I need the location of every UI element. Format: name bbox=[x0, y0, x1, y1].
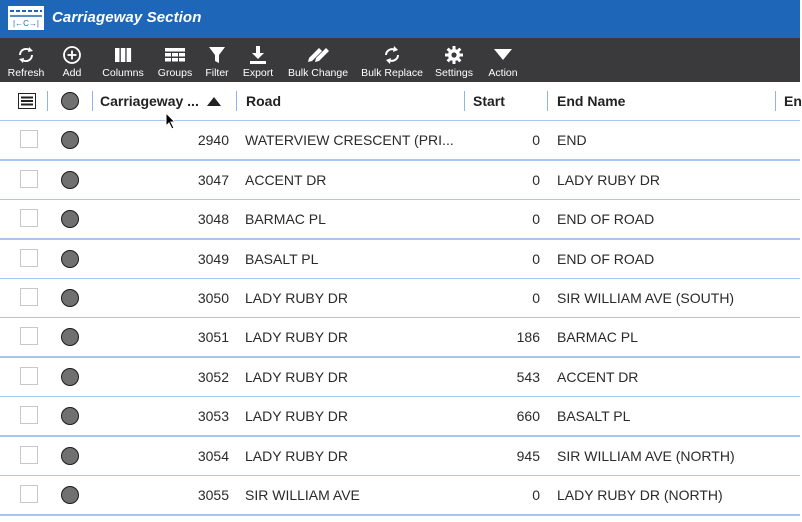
column-header-start-label: Start bbox=[473, 93, 505, 109]
cell-carriageway: 3052 bbox=[197, 369, 229, 385]
row-checkbox[interactable] bbox=[20, 249, 38, 267]
header-separator bbox=[775, 91, 776, 111]
cell-end-name: END bbox=[557, 132, 587, 148]
table-row[interactable] bbox=[0, 397, 800, 437]
cell-road: LADY RUBY DR bbox=[245, 329, 348, 345]
table-row[interactable] bbox=[0, 437, 800, 477]
status-dot bbox=[61, 171, 79, 189]
cell-start: 0 bbox=[532, 487, 540, 503]
bulk-replace-button[interactable] bbox=[358, 38, 426, 82]
status-dot bbox=[61, 368, 79, 386]
toolbar bbox=[0, 38, 800, 82]
carriageway-logo-icon bbox=[8, 6, 44, 30]
title-bar bbox=[0, 0, 800, 38]
column-header-road-label: Road bbox=[246, 93, 281, 109]
status-dot bbox=[61, 131, 79, 149]
column-header-road[interactable] bbox=[246, 82, 446, 120]
column-header-carriageway-label: Carriageway ... bbox=[100, 93, 199, 109]
mouse-cursor-icon bbox=[165, 112, 177, 130]
cell-road: BASALT PL bbox=[245, 251, 319, 267]
cell-road: BARMAC PL bbox=[245, 211, 326, 227]
window-title: Carriageway Section bbox=[52, 9, 202, 26]
cell-end-name: SIR WILLIAM AVE (NORTH) bbox=[557, 448, 735, 464]
row-menu-button[interactable] bbox=[18, 82, 40, 120]
column-header-start[interactable] bbox=[473, 82, 533, 120]
row-checkbox[interactable] bbox=[20, 288, 38, 306]
cell-start: 0 bbox=[532, 132, 540, 148]
status-dot bbox=[61, 486, 79, 504]
table-row[interactable] bbox=[0, 318, 800, 358]
export-button[interactable] bbox=[240, 38, 276, 82]
columns-icon bbox=[113, 44, 133, 66]
settings-label: Settings bbox=[435, 67, 473, 79]
cell-road: LADY RUBY DR bbox=[245, 448, 348, 464]
header-separator bbox=[547, 91, 548, 111]
header-separator bbox=[464, 91, 465, 111]
cell-carriageway: 3048 bbox=[197, 211, 229, 227]
cell-carriageway: 3055 bbox=[197, 487, 229, 503]
status-header[interactable] bbox=[61, 82, 79, 120]
row-checkbox[interactable] bbox=[20, 485, 38, 503]
status-dot bbox=[61, 407, 79, 425]
cell-carriageway: 3051 bbox=[197, 329, 229, 345]
row-checkbox[interactable] bbox=[20, 327, 38, 345]
cell-start: 660 bbox=[516, 408, 540, 424]
refresh-button[interactable] bbox=[4, 38, 48, 82]
refresh-label: Refresh bbox=[7, 67, 45, 79]
bulk-replace-label: Bulk Replace bbox=[361, 67, 423, 79]
row-checkbox[interactable] bbox=[20, 170, 38, 188]
cell-road: LADY RUBY DR bbox=[245, 408, 348, 424]
cell-start: 0 bbox=[532, 290, 540, 306]
row-checkbox[interactable] bbox=[20, 209, 38, 227]
cell-road: LADY RUBY DR bbox=[245, 290, 348, 306]
cell-end-name: END OF ROAD bbox=[557, 251, 655, 267]
gear-icon bbox=[444, 44, 464, 66]
logo-text: |←C→| bbox=[13, 19, 39, 28]
hamburger-icon bbox=[18, 93, 36, 109]
filter-button[interactable] bbox=[202, 38, 232, 82]
cell-road: LADY RUBY DR bbox=[245, 369, 348, 385]
column-header-end-name[interactable] bbox=[557, 82, 757, 120]
status-dot bbox=[61, 447, 79, 465]
cell-start: 0 bbox=[532, 251, 540, 267]
table-row[interactable] bbox=[0, 121, 800, 161]
columns-label: Columns bbox=[102, 67, 144, 79]
export-label: Export bbox=[242, 67, 274, 79]
refresh-icon bbox=[16, 44, 36, 66]
columns-button[interactable] bbox=[100, 38, 146, 82]
cell-end-name: LADY RUBY DR bbox=[557, 172, 660, 188]
column-header-next[interactable] bbox=[784, 82, 800, 120]
cell-road: WATERVIEW CRESCENT (PRI... bbox=[245, 132, 454, 148]
groups-label: Groups bbox=[157, 67, 193, 79]
header-separator bbox=[236, 91, 237, 111]
filter-label: Filter bbox=[205, 67, 229, 79]
header-separator bbox=[92, 91, 93, 111]
cell-carriageway: 3053 bbox=[197, 408, 229, 424]
cell-start: 945 bbox=[516, 448, 540, 464]
action-button[interactable] bbox=[484, 38, 522, 82]
groups-button[interactable] bbox=[154, 38, 196, 82]
bulk-change-button[interactable] bbox=[284, 38, 352, 82]
status-dot bbox=[61, 289, 79, 307]
cell-end-name: LADY RUBY DR (NORTH) bbox=[557, 487, 723, 503]
add-label: Add bbox=[62, 67, 82, 79]
status-dot bbox=[61, 210, 79, 228]
pencil-icon bbox=[305, 44, 331, 66]
column-header-next-label: En bbox=[784, 93, 802, 109]
cell-carriageway: 3054 bbox=[197, 448, 229, 464]
cell-end-name: BASALT PL bbox=[557, 408, 631, 424]
groups-icon bbox=[164, 44, 186, 66]
cell-carriageway: 2940 bbox=[197, 132, 229, 148]
row-checkbox[interactable] bbox=[20, 367, 38, 385]
cell-carriageway: 3049 bbox=[197, 251, 229, 267]
row-checkbox[interactable] bbox=[20, 406, 38, 424]
triangle-down-icon bbox=[493, 44, 513, 66]
status-dot bbox=[61, 328, 79, 346]
table-row[interactable] bbox=[0, 200, 800, 240]
status-dot bbox=[61, 250, 79, 268]
add-circle-icon bbox=[62, 44, 82, 66]
bulk-change-label: Bulk Change bbox=[287, 67, 349, 79]
export-icon bbox=[248, 44, 268, 66]
table-row[interactable] bbox=[0, 240, 800, 280]
table-row[interactable] bbox=[0, 161, 800, 201]
add-button[interactable] bbox=[54, 38, 90, 82]
row-checkbox[interactable] bbox=[20, 130, 38, 148]
column-header-end-name-label: End Name bbox=[557, 93, 626, 109]
cell-start: 0 bbox=[532, 172, 540, 188]
filter-icon bbox=[207, 44, 227, 66]
table-row[interactable] bbox=[0, 476, 800, 516]
cell-road: SIR WILLIAM AVE bbox=[245, 487, 360, 503]
replace-icon bbox=[382, 44, 402, 66]
cell-start: 186 bbox=[516, 329, 540, 345]
table-row[interactable] bbox=[0, 279, 800, 319]
cell-road: ACCENT DR bbox=[245, 172, 327, 188]
action-label: Action bbox=[488, 67, 518, 79]
cell-carriageway: 3047 bbox=[197, 172, 229, 188]
cell-carriageway: 3050 bbox=[197, 290, 229, 306]
sort-ascending-icon bbox=[207, 97, 221, 106]
row-checkbox[interactable] bbox=[20, 446, 38, 464]
cell-end-name: BARMAC PL bbox=[557, 329, 638, 345]
grid-header bbox=[0, 82, 800, 122]
cell-end-name: ACCENT DR bbox=[557, 369, 639, 385]
settings-button[interactable] bbox=[432, 38, 476, 82]
cell-start: 0 bbox=[532, 211, 540, 227]
cell-end-name: SIR WILLIAM AVE (SOUTH) bbox=[557, 290, 735, 306]
cell-end-name: END OF ROAD bbox=[557, 211, 655, 227]
status-header-dot-icon bbox=[61, 92, 79, 110]
table-row[interactable] bbox=[0, 358, 800, 398]
header-separator bbox=[47, 91, 48, 111]
cell-start: 543 bbox=[516, 369, 540, 385]
